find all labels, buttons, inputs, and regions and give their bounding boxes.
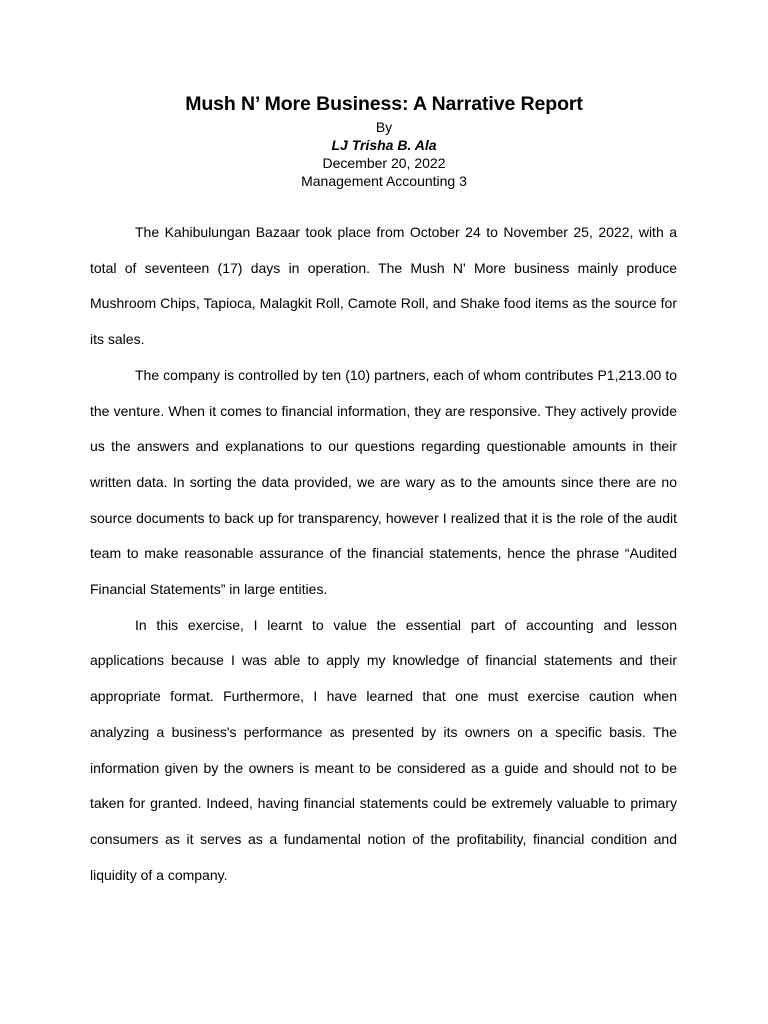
paragraph-3: In this exercise, I learnt to value the essential part of accounting and lesson applications because I was able to apply my knowledge of financial statements and their appropriate format. Furthermore, I have learned that one must exercise caution when analyzing a business's performance as presented by its owners on a specific basis. The information given by the owners is meant to be considered as a guide and should not to be taken for granted. Indeed, having financial statements could be extremely valuable to primary consumers as it serves as a fundamental notion of the profitability, financial condition and liquidity of a company. bbox=[90, 616, 677, 883]
report-date: December 20, 2022 bbox=[322, 155, 446, 171]
document-title: Mush N’ More Business: A Narrative Report bbox=[185, 93, 583, 115]
author-name: LJ Trisha B. Ala bbox=[331, 137, 437, 153]
by-label: By bbox=[375, 119, 393, 135]
paragraph-2: The company is controlled by ten (10) partners, each of whom contributes P1,213.00 to the venture. When it comes to financial information, they are responsive. They actively provide us the answers and explanations to our questions regarding questionable amounts in their written data. In sorting the data provided, we are wary as to the amounts since there are no source documents to back up for transparency, however I realized that it is the role of the audit team to make reasonable assurance of the financial statements, hence the phrase “Audited Financial Statements” in large entities. bbox=[90, 366, 677, 598]
course-name: Management Accounting 3 bbox=[301, 173, 467, 189]
document-header bbox=[0, 90, 768, 190]
paragraph-1: The Kahibulungan Bazaar took place from October 24 to November 25, 2022, with a total of seventeen (17) days in operation. The Mush N' More business mainly produce Mushroom Chips, Tapioca, Malagkit Roll, Camote Roll, and Shake food items as the source for its sales. bbox=[90, 224, 677, 348]
report-body bbox=[90, 215, 677, 893]
